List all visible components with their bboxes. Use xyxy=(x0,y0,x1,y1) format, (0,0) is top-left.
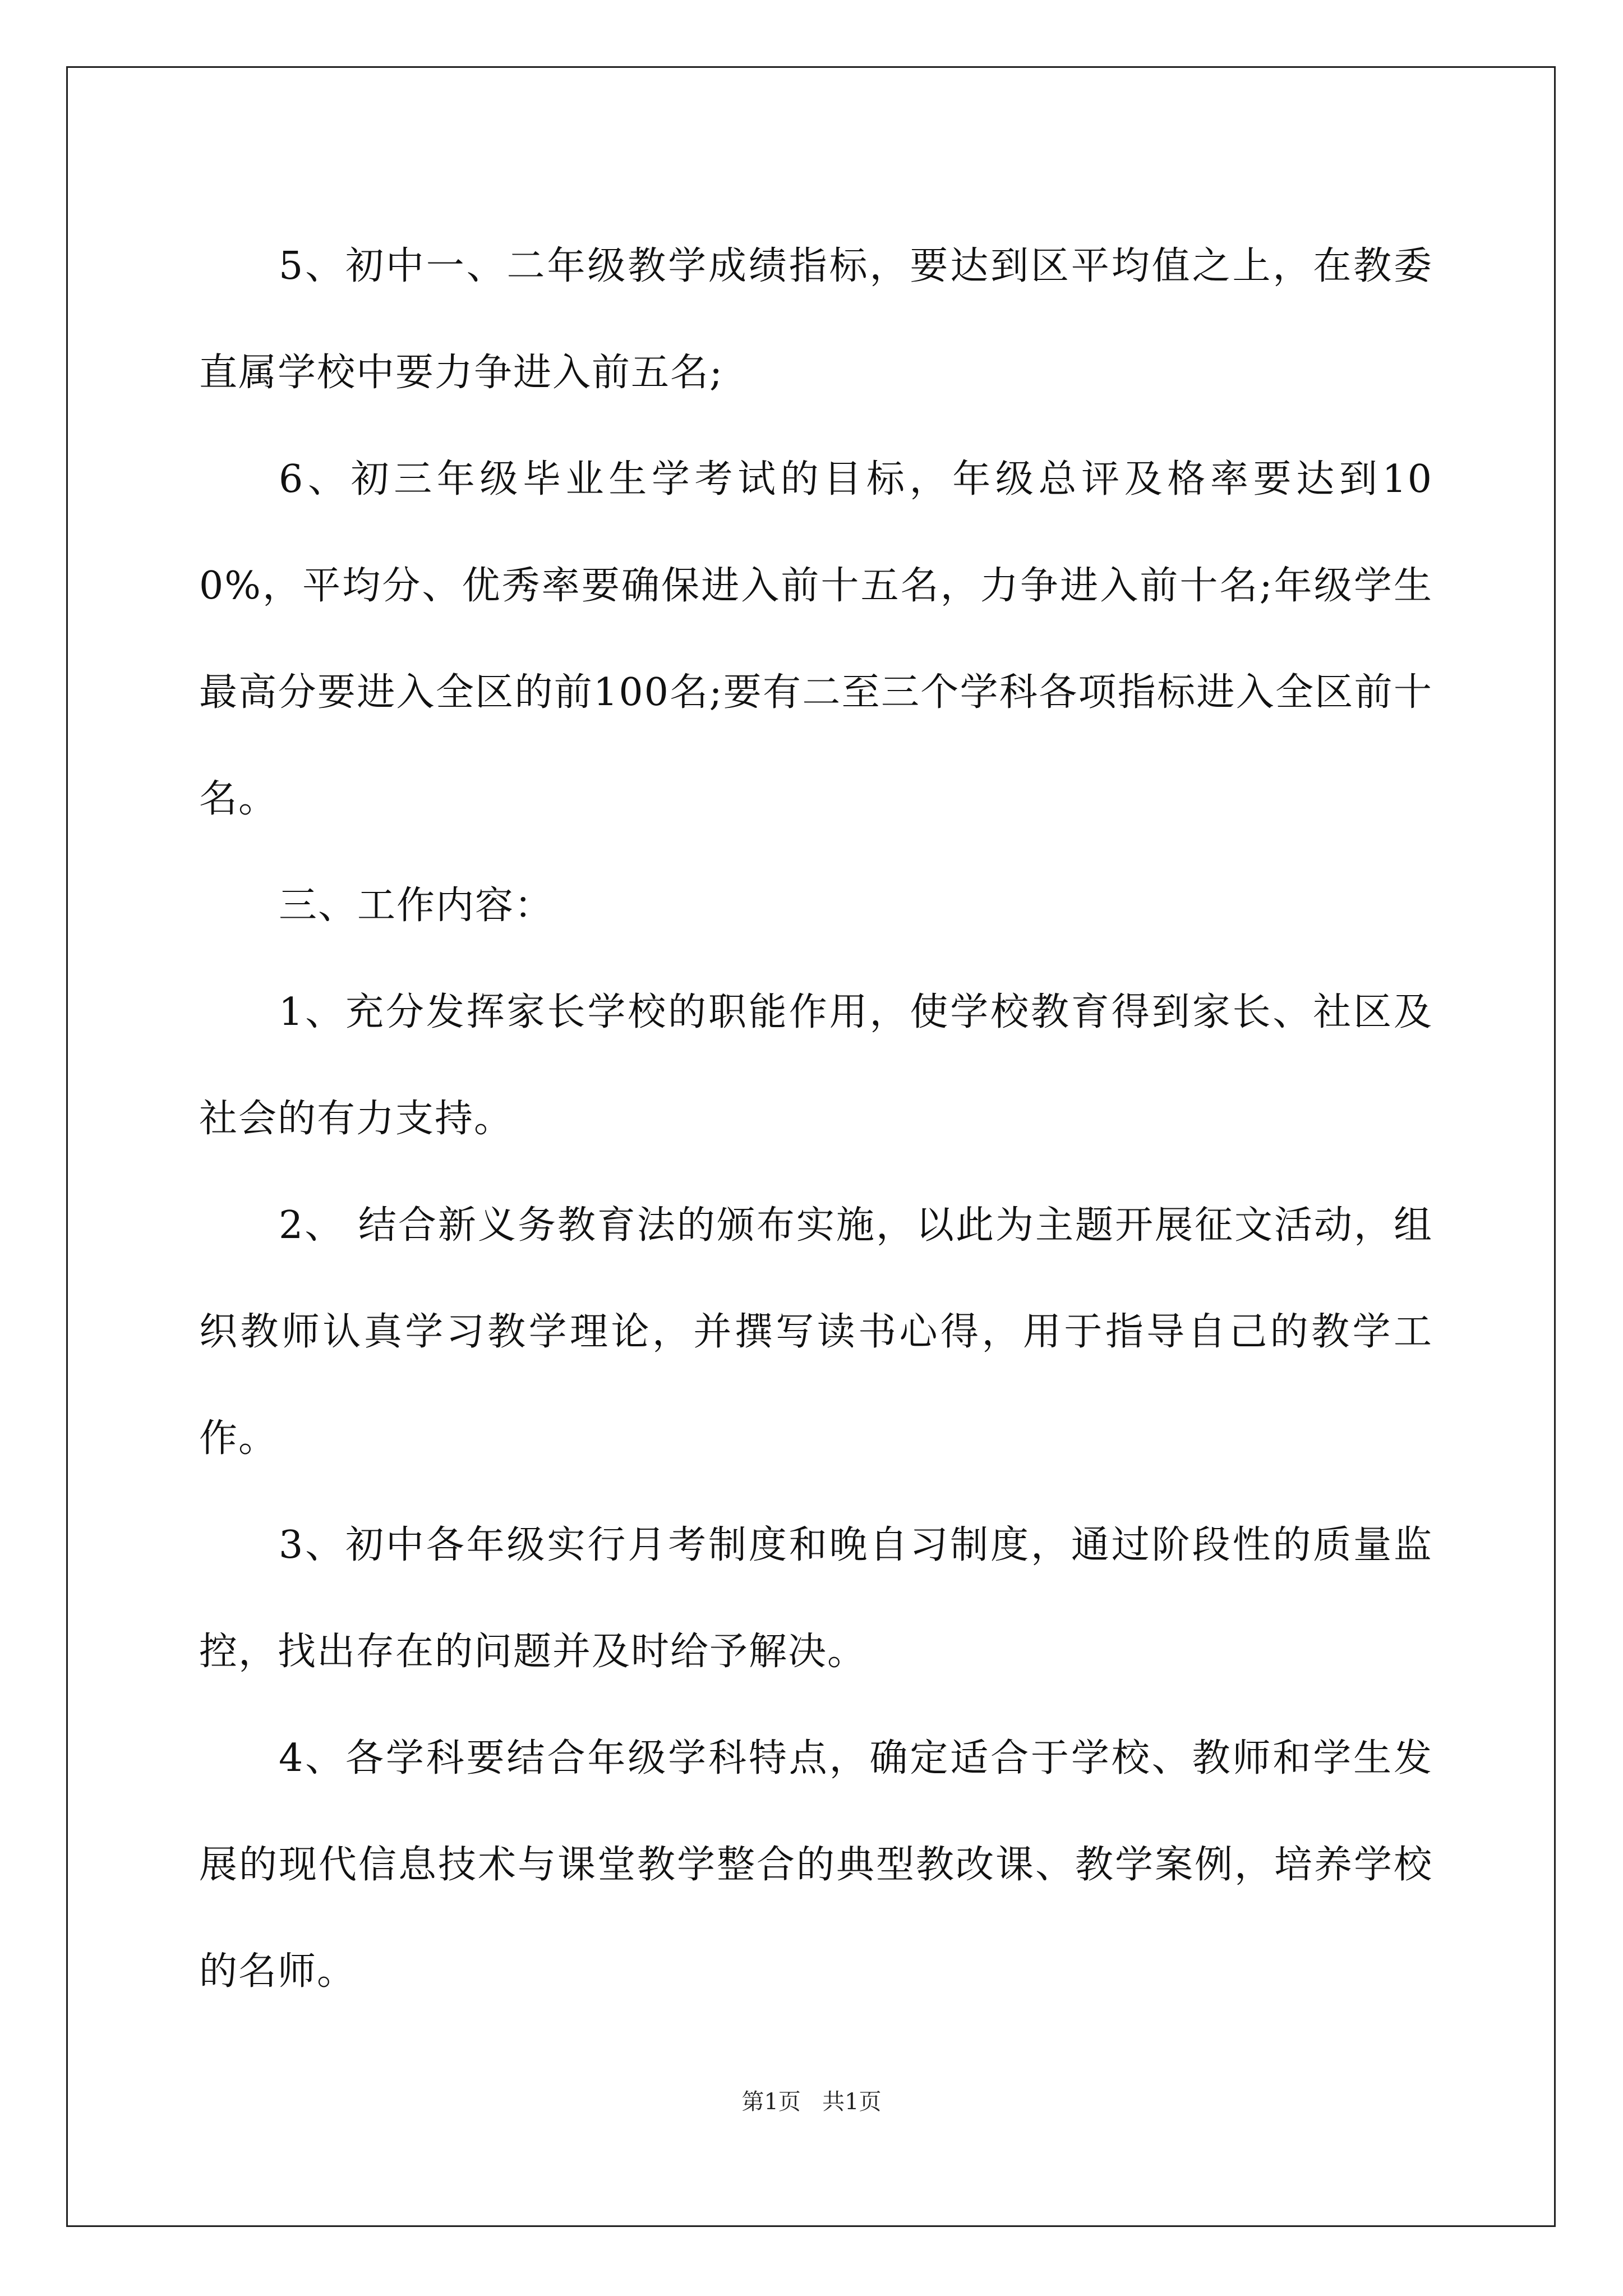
paragraph-item-4: 4、各学科要结合年级学科特点，确定适合于学校、教师和学生发展的现代信息技术与课堂教学整合的典型教改课、教学案例，培养学校的名师。 xyxy=(199,1736,1433,1994)
document-body xyxy=(199,213,1433,2025)
paragraph-item-3: 3、初中各年级实行月考制度和晚自习制度，通过阶段性的质量监控，找出存在的问题并及时给予解决。 xyxy=(199,1523,1433,1674)
paragraph-goal-6: 6、初三年级毕业生学考试的目标，年级总评及格率要达到100%，平均分、优秀率要确保进入前十五名，力争进入前十名;年级学生最高分要进入全区的前100名;要有二至三个学科各项指标进入全区前十名。 xyxy=(199,457,1433,821)
page-total: 共1页 xyxy=(822,2089,882,2115)
section-heading-work-content: 三、工作内容： xyxy=(279,884,554,928)
paragraph-goal-5: 5、初中一、二年级教学成绩指标，要达到区平均值之上，在教委直属学校中要力争进入前五名; xyxy=(199,244,1433,395)
page-footer xyxy=(0,2084,1623,2116)
page-number: 第1页 xyxy=(741,2089,801,2115)
paragraph-item-2: 2、 结合新义务教育法的颁布实施，以此为主题开展征文活动，组织教师认真学习教学理论，并撰写读书心得，用于指导自己的教学工作。 xyxy=(199,1203,1433,1461)
paragraph-item-1: 1、充分发挥家长学校的职能作用，使学校教育得到家长、社区及社会的有力支持。 xyxy=(199,990,1433,1141)
